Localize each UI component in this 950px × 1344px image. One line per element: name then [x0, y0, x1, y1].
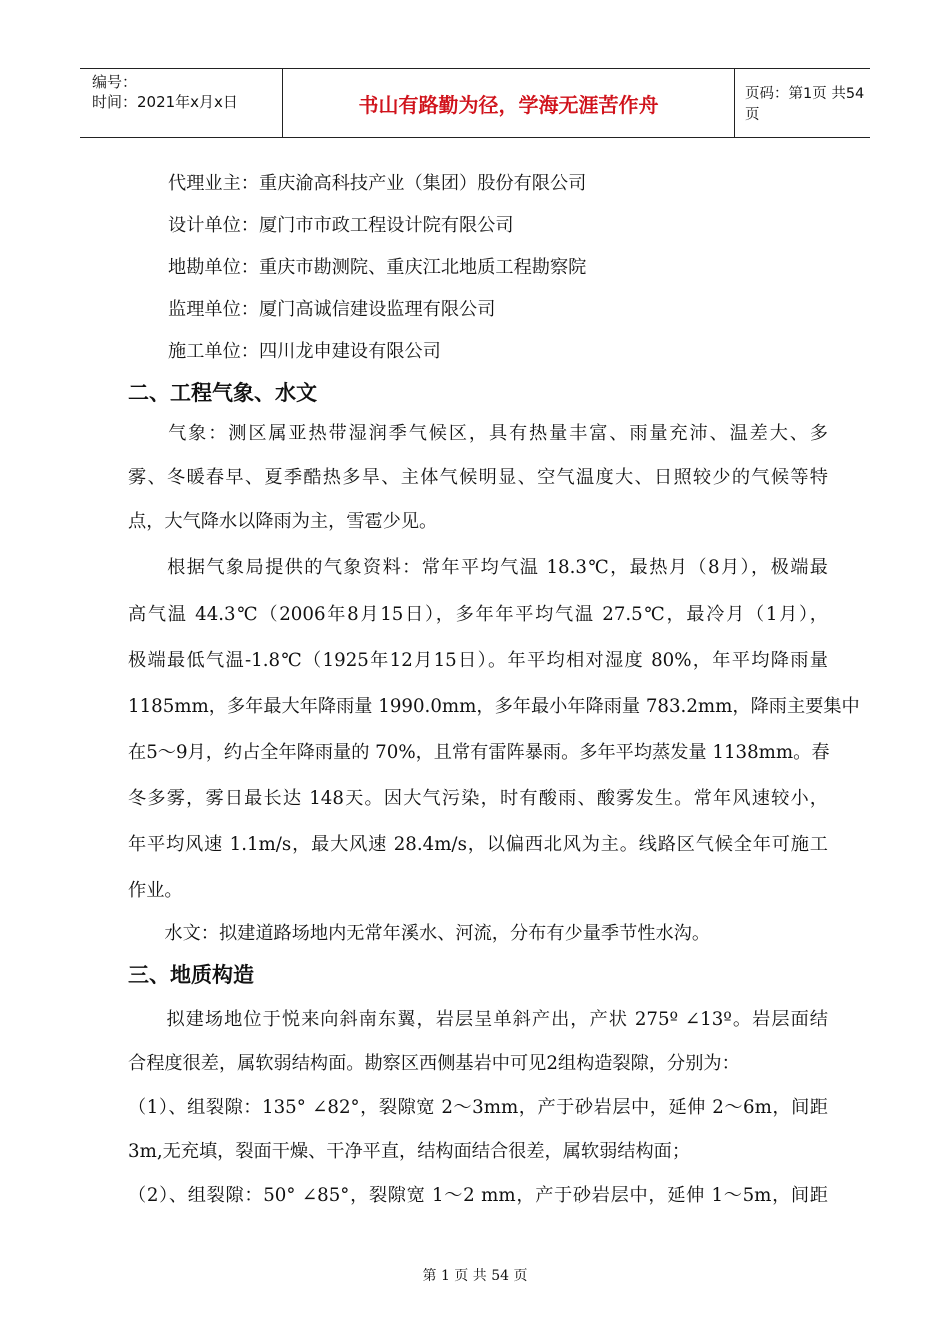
info-line-designer: 设计单位：厦门市市政工程设计院有限公司	[168, 215, 514, 236]
info-line-agent-owner: 代理业主：重庆渝高科技产业（集团）股份有限公司	[168, 173, 587, 194]
paragraph-line: 在5～9月，约占全年降雨量的 70%，且常有雷阵暴雨。多年平均蒸发量 1138mm。春	[128, 742, 830, 763]
paragraph-line: （1）、组裂隙：135° ∠82°，裂隙宽 2～3mm，产于砂岩层中，延伸 2～6m，间距	[128, 1097, 828, 1118]
paragraph-line: 1185mm，多年最大年降雨量 1990.0mm，多年最小年降雨量 783.2mm，降雨主要集中	[128, 696, 860, 717]
paragraph-line: 拟建场地位于悦来向斜南东翼，岩层呈单斜产出，产状 275º ∠13º。岩层面结	[128, 1009, 828, 1030]
info-line-contractor: 施工单位：四川龙申建设有限公司	[168, 341, 441, 362]
paragraph-line: 气象：测区属亚热带湿润季气候区，具有热量丰富、雨量充沛、温差大、多	[128, 423, 828, 444]
section-heading-climate-hydrology: 二、工程气象、水文	[128, 381, 317, 405]
paragraph-line: 年平均风速 1.1m/s，最大风速 28.4m/s，以偏西北风为主。线路区气候全年可施工	[128, 834, 828, 855]
page-footer: 第 1 页 共 54 页	[422, 1268, 528, 1284]
header-meta	[80, 69, 283, 137]
paragraph-line: 极端最低气温-1.8℃（1925年12月15日）。年平均相对湿度 80%，年平均降雨量	[128, 650, 828, 671]
header-motto: 书山有路勤为径，学海无涯苦作舟	[283, 69, 735, 137]
document-number-label: 编号：	[92, 73, 138, 91]
paragraph-hydrology: 水文：拟建道路场地内无常年溪水、河流，分布有少量季节性水沟。	[128, 923, 711, 944]
info-line-survey: 地勘单位：重庆市勘测院、重庆江北地质工程勘察院	[168, 257, 587, 278]
section-heading-geology: 三、地质构造	[128, 963, 254, 987]
paragraph-line: （2）、组裂隙：50° ∠85°，裂隙宽 1～2 mm，产于砂岩层中，延伸 1～5m，间距	[128, 1185, 828, 1206]
paragraph-line: 根据气象局提供的气象资料：常年平均气温 18.3℃，最热月（8月），极端最	[128, 557, 828, 578]
page-header	[80, 68, 870, 138]
paragraph-line: 作业。	[128, 880, 183, 901]
paragraph-line: 合程度很差，属软弱结构面。勘察区西侧基岩中可见2组构造裂隙，分别为：	[128, 1053, 740, 1074]
header-page-label: 页码：第1页 共54页	[745, 86, 865, 123]
paragraph-line: 冬多雾，雾日最长达 148天。因大气污染，时有酸雨、酸雾发生。常年风速较小，	[128, 788, 828, 809]
paragraph-line: 点，大气降水以降雨为主，雪雹少见。	[128, 511, 438, 532]
paragraph-line: 3m,无充填，裂面干燥、干净平直，结构面结合很差，属软弱结构面；	[128, 1141, 691, 1162]
paragraph-line: 雾、冬暖春早、夏季酷热多旱、主体气候明显、空气温度大、日照较少的气候等特	[128, 467, 828, 488]
info-line-supervisor: 监理单位：厦门高诚信建设监理有限公司	[168, 299, 496, 320]
paragraph-line: 高气温 44.3℃（2006年8月15日），多年年平均气温 27.5℃，最冷月（1月），	[128, 604, 828, 625]
document-time-label: 时间：2021年x月x日	[92, 93, 238, 111]
